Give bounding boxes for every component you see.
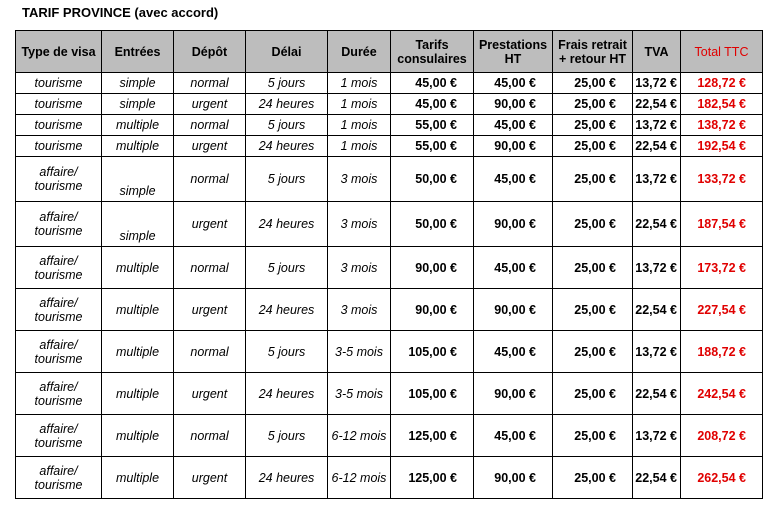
cell-tva: 13,72 € [633,73,681,94]
cell-depot: normal [174,115,246,136]
cell-depot: normal [174,415,246,457]
cell-duree: 6-12 mois [328,415,391,457]
table-row [16,331,763,373]
cell-total: 188,72 € [681,331,763,373]
cell-duree: 3 mois [328,247,391,289]
cell-total: 187,54 € [681,202,763,247]
cell-prestations: 90,00 € [474,202,553,247]
cell-tarif: 55,00 € [391,115,474,136]
cell-total: 242,54 € [681,373,763,415]
cell-delai: 24 heures [246,136,328,157]
cell-prestations: 90,00 € [474,136,553,157]
cell-delai: 5 jours [246,157,328,202]
cell-type: tourisme [16,115,102,136]
cell-total: 208,72 € [681,415,763,457]
cell-depot: urgent [174,373,246,415]
cell-tarif: 125,00 € [391,415,474,457]
table-row [16,136,763,157]
cell-frais: 25,00 € [553,73,633,94]
cell-frais: 25,00 € [553,115,633,136]
table-row [16,94,763,115]
table-row [16,247,763,289]
table-row [16,415,763,457]
cell-duree: 1 mois [328,94,391,115]
cell-total: 227,54 € [681,289,763,331]
cell-frais: 25,00 € [553,289,633,331]
cell-tva: 13,72 € [633,115,681,136]
cell-tva: 22,54 € [633,457,681,499]
cell-delai: 24 heures [246,289,328,331]
cell-total: 182,54 € [681,94,763,115]
cell-total: 138,72 € [681,115,763,136]
cell-prestations: 45,00 € [474,115,553,136]
cell-delai: 5 jours [246,247,328,289]
cell-entrees: multiple [102,115,174,136]
header-tva: TVA [633,31,681,73]
cell-type: affaire/ tourisme [16,157,102,202]
cell-type: affaire/ tourisme [16,247,102,289]
cell-duree: 3-5 mois [328,373,391,415]
cell-type: affaire/ tourisme [16,289,102,331]
cell-type: affaire/ tourisme [16,202,102,247]
cell-frais: 25,00 € [553,202,633,247]
cell-tva: 13,72 € [633,331,681,373]
cell-tva: 22,54 € [633,202,681,247]
cell-duree: 1 mois [328,115,391,136]
cell-tarif: 105,00 € [391,331,474,373]
cell-prestations: 90,00 € [474,94,553,115]
cell-depot: urgent [174,202,246,247]
cell-entrees: multiple [102,415,174,457]
cell-depot: normal [174,157,246,202]
cell-type: tourisme [16,73,102,94]
cell-delai: 5 jours [246,115,328,136]
cell-delai: 24 heures [246,202,328,247]
cell-delai: 24 heures [246,457,328,499]
header-prestations: Prestations HT [474,31,553,73]
cell-type: affaire/ tourisme [16,415,102,457]
cell-entrees: simple [102,94,174,115]
cell-duree: 3 mois [328,157,391,202]
table-row [16,202,763,247]
cell-duree: 3-5 mois [328,331,391,373]
cell-frais: 25,00 € [553,136,633,157]
cell-frais: 25,00 € [553,457,633,499]
cell-entrees: simple [102,73,174,94]
cell-tva: 13,72 € [633,415,681,457]
cell-depot: urgent [174,136,246,157]
cell-prestations: 90,00 € [474,457,553,499]
header-depot: Dépôt [174,31,246,73]
cell-tarif: 90,00 € [391,289,474,331]
cell-entrees: simple [102,157,174,202]
cell-entrees: multiple [102,457,174,499]
table-row [16,457,763,499]
header-delai: Délai [246,31,328,73]
cell-total: 128,72 € [681,73,763,94]
header-total: Total TTC [681,31,763,73]
cell-tarif: 55,00 € [391,136,474,157]
cell-tarif: 105,00 € [391,373,474,415]
cell-depot: urgent [174,289,246,331]
cell-entrees: multiple [102,136,174,157]
cell-prestations: 90,00 € [474,373,553,415]
tariff-table [15,30,763,499]
cell-type: affaire/ tourisme [16,373,102,415]
cell-tarif: 125,00 € [391,457,474,499]
cell-frais: 25,00 € [553,373,633,415]
cell-depot: normal [174,73,246,94]
cell-tva: 13,72 € [633,247,681,289]
cell-tva: 22,54 € [633,94,681,115]
cell-total: 133,72 € [681,157,763,202]
cell-entrees: simple [102,202,174,247]
page-title: TARIF PROVINCE (avec accord) [22,5,219,20]
cell-type: affaire/ tourisme [16,331,102,373]
cell-tarif: 50,00 € [391,157,474,202]
cell-tva: 22,54 € [633,136,681,157]
cell-duree: 1 mois [328,136,391,157]
cell-duree: 1 mois [328,73,391,94]
cell-tva: 22,54 € [633,373,681,415]
cell-frais: 25,00 € [553,247,633,289]
cell-frais: 25,00 € [553,94,633,115]
header-tarifs: Tarifs consulaires [391,31,474,73]
header-type: Type de visa [16,31,102,73]
header-frais: Frais retrait + retour HT [553,31,633,73]
table-row [16,157,763,202]
cell-depot: normal [174,247,246,289]
cell-depot: urgent [174,457,246,499]
cell-prestations: 90,00 € [474,289,553,331]
cell-duree: 6-12 mois [328,457,391,499]
cell-frais: 25,00 € [553,415,633,457]
cell-prestations: 45,00 € [474,73,553,94]
header-row [16,31,763,73]
cell-prestations: 45,00 € [474,157,553,202]
table-row [16,289,763,331]
cell-tarif: 45,00 € [391,94,474,115]
cell-tva: 22,54 € [633,289,681,331]
cell-prestations: 45,00 € [474,247,553,289]
cell-tva: 13,72 € [633,157,681,202]
cell-frais: 25,00 € [553,157,633,202]
cell-duree: 3 mois [328,202,391,247]
cell-entrees: multiple [102,289,174,331]
cell-type: tourisme [16,136,102,157]
cell-delai: 5 jours [246,73,328,94]
cell-entrees: multiple [102,373,174,415]
table-row [16,73,763,94]
cell-total: 173,72 € [681,247,763,289]
cell-entrees: multiple [102,247,174,289]
cell-delai: 24 heures [246,373,328,415]
cell-delai: 24 heures [246,94,328,115]
cell-total: 262,54 € [681,457,763,499]
cell-entrees: multiple [102,331,174,373]
cell-type: affaire/ tourisme [16,457,102,499]
cell-depot: urgent [174,94,246,115]
cell-tarif: 90,00 € [391,247,474,289]
table-row [16,115,763,136]
cell-delai: 5 jours [246,415,328,457]
header-entrees: Entrées [102,31,174,73]
cell-frais: 25,00 € [553,331,633,373]
cell-duree: 3 mois [328,289,391,331]
cell-depot: normal [174,331,246,373]
table-row [16,373,763,415]
cell-prestations: 45,00 € [474,331,553,373]
cell-type: tourisme [16,94,102,115]
header-duree: Durée [328,31,391,73]
cell-tarif: 45,00 € [391,73,474,94]
cell-tarif: 50,00 € [391,202,474,247]
cell-prestations: 45,00 € [474,415,553,457]
cell-total: 192,54 € [681,136,763,157]
cell-delai: 5 jours [246,331,328,373]
